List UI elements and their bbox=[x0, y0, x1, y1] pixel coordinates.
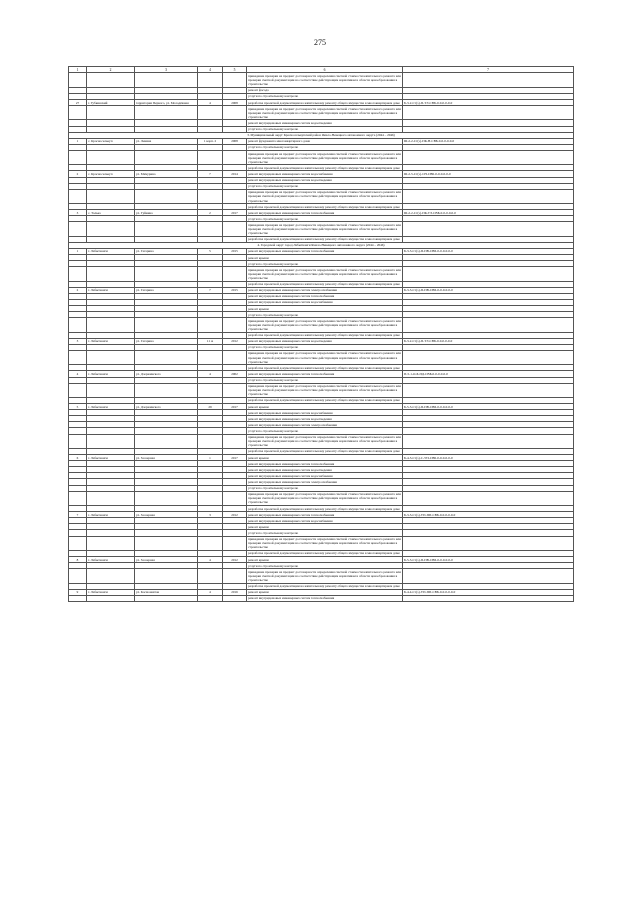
street-cell: ул. Гуйкина bbox=[135, 210, 198, 216]
column-header: 4 bbox=[198, 67, 223, 73]
year-built-cell: 2014 bbox=[223, 171, 247, 177]
house-number-cell bbox=[198, 151, 223, 165]
year-built-cell bbox=[223, 189, 247, 203]
work-type-cell: ремонт внутридомовых инженерных систем водоотведения bbox=[247, 177, 403, 183]
settlement-cell: г. Лабытнанги bbox=[87, 338, 135, 344]
settlement-cell bbox=[87, 106, 135, 120]
work-type-cell: ремонт внутридомовых инженерных систем электроснабжения bbox=[247, 479, 403, 485]
work-type-cell: ремонт крыши bbox=[247, 404, 403, 410]
building-code-cell: Б-3-3-Ст(э)-П-ПВ-СВБ-0-0-0-0-0-0 bbox=[403, 248, 574, 254]
house-number-cell: 4 bbox=[198, 371, 223, 377]
table-row bbox=[69, 267, 574, 281]
building-code-cell bbox=[403, 434, 574, 448]
street-cell bbox=[135, 595, 198, 601]
building-code-cell bbox=[403, 491, 574, 505]
row-number-cell: 2 bbox=[69, 287, 87, 293]
work-type-cell: услуги по строительному контролю bbox=[247, 126, 403, 132]
column-header: 7 bbox=[403, 67, 574, 73]
table-row bbox=[69, 383, 574, 397]
work-type-cell: ремонт внутридомовых инженерных систем водоснабжения bbox=[247, 171, 403, 177]
row-number-cell: 3 bbox=[69, 210, 87, 216]
capital-repair-table bbox=[68, 66, 574, 602]
work-type-cell: разработка проектной документации на капитальному ремонту общего имущества в многоквартирном доме bbox=[247, 448, 403, 454]
year-built-cell: 2016 bbox=[223, 589, 247, 595]
work-type-cell: ремонт крыши bbox=[247, 255, 403, 261]
row-number-cell: 3 bbox=[69, 338, 87, 344]
street-cell bbox=[135, 536, 198, 550]
settlement-cell bbox=[87, 267, 135, 281]
settlement-cell: г. Лабытнанги bbox=[87, 455, 135, 461]
year-built-cell: 2012 bbox=[223, 512, 247, 518]
building-code-cell: Б-5-3-Ст(э)-П-ПВ-СВБ-0-0-0-0-0-0 bbox=[403, 404, 574, 410]
work-type-cell: разработка проектной документации на капитальному ремонту общего имущества в многоквартирном доме bbox=[247, 236, 403, 242]
house-number-cell bbox=[198, 222, 223, 236]
work-type-cell: услуги по строительному контролю bbox=[247, 261, 403, 267]
street-cell: ул. Космонавтов bbox=[135, 589, 198, 595]
street-cell: ул. Заозерная bbox=[135, 512, 198, 518]
table-row bbox=[69, 434, 574, 448]
year-built-cell bbox=[223, 491, 247, 505]
settlement-cell bbox=[87, 383, 135, 397]
house-number-cell: 11 А bbox=[198, 338, 223, 344]
house-number-cell: 4 bbox=[198, 557, 223, 563]
work-type-cell: разработка проектной документации на капитальному ремонту общего имущества в многоквартирном доме bbox=[247, 550, 403, 556]
page-number: 275 bbox=[314, 38, 326, 47]
street-cell bbox=[135, 73, 198, 87]
column-header: 2 bbox=[87, 67, 135, 73]
table-row bbox=[69, 595, 574, 601]
row-number-cell bbox=[69, 491, 87, 505]
street-cell bbox=[135, 569, 198, 583]
work-type-cell: ремонт внутридомовых инженерных систем теплоснабжения bbox=[247, 210, 403, 216]
work-type-cell: разработка проектной документации на капитальному ремонту общего имущества в многоквартирном доме bbox=[247, 281, 403, 287]
row-number-cell: 9 bbox=[69, 589, 87, 595]
house-number-cell: 2 bbox=[198, 210, 223, 216]
table-body bbox=[69, 73, 574, 601]
work-type-cell: приведение проверки на предмет достоверности определения сметной стоимости капитального ремонта или проверки сметной документации на соответствие действующим нормативам в области ценообразования в строительстве bbox=[248, 222, 401, 236]
year-built-cell: 2017 bbox=[223, 455, 247, 461]
house-number-cell bbox=[198, 383, 223, 397]
year-built-cell: 2002 bbox=[223, 371, 247, 377]
building-code-cell bbox=[403, 151, 574, 165]
house-number-cell bbox=[198, 595, 223, 601]
building-code-cell: Б-3-2-Ст(э)-П-ТЭ-СВБ-0-0-0-0-0-0 bbox=[403, 338, 574, 344]
year-built-cell bbox=[223, 595, 247, 601]
settlement-cell: г. Лабытнанги bbox=[87, 248, 135, 254]
house-number-cell: 1 bbox=[198, 455, 223, 461]
street-cell bbox=[135, 189, 198, 203]
row-number-cell bbox=[69, 73, 87, 87]
row-number-cell bbox=[69, 595, 87, 601]
settlement-cell: г. Лабытнанги bbox=[87, 589, 135, 595]
street-cell: ул. Ленина bbox=[135, 138, 198, 144]
building-code-cell: П-5-1-О-Б-ПД-СВБ-0-0-0-0-0-0 bbox=[403, 371, 574, 377]
work-type-cell: услуги по строительному контролю bbox=[247, 563, 403, 569]
work-type-cell: ремонт внутридомовых инженерных систем теплоснабжения bbox=[247, 293, 403, 299]
street-cell: ул. Дзержинского bbox=[135, 371, 198, 377]
street-cell: территория Первого, ул. Молодёжная bbox=[135, 100, 198, 106]
work-type-cell: приведение проверки на предмет достоверности определения сметной стоимости капитального ремонта или проверки сметной документации на соответствие действующим нормативам в области ценообразования в строительстве bbox=[248, 73, 401, 87]
street-cell: ул. Заозерная bbox=[135, 455, 198, 461]
work-type-cell: услуги по строительному контролю bbox=[247, 530, 403, 536]
work-type-cell: разработка проектной документации на капитальному ремонту общего имущества в многоквартирном доме bbox=[247, 165, 403, 171]
work-type-cell: ремонт внутридомовых инженерных систем водоотведения bbox=[247, 120, 403, 126]
year-built-cell: 2012 bbox=[223, 557, 247, 563]
house-number-cell bbox=[198, 106, 223, 120]
work-type-cell: ремонт фасада bbox=[247, 87, 403, 93]
building-code-cell bbox=[403, 106, 574, 120]
building-code-cell: Б-5-3-Ст(э)-П-ПВ-СВБ-0-0-0-0-0-0 bbox=[403, 557, 574, 563]
street-cell: ул. Гагарина bbox=[135, 287, 198, 293]
work-type-cell: ремонт внутридомовых инженерных систем теплоснабжения bbox=[247, 248, 403, 254]
house-number-cell: 3 bbox=[198, 512, 223, 518]
settlement-cell: с. Красноселькуп bbox=[87, 138, 135, 144]
street-cell bbox=[135, 350, 198, 364]
street-cell bbox=[135, 106, 198, 120]
work-type-cell: услуги по строительному контролю bbox=[247, 183, 403, 189]
row-number-cell bbox=[69, 189, 87, 203]
table-row bbox=[69, 569, 574, 583]
section-title: 3. Муниципальный округ Красноселькупский район Ямало-Ненецкого автономного округа (2044 – 2046) bbox=[69, 132, 574, 138]
year-built-cell: 2012 bbox=[223, 338, 247, 344]
house-number-cell bbox=[198, 189, 223, 203]
work-type-cell: ремонт внутридомовых инженерных систем водоотведения bbox=[247, 467, 403, 473]
year-built-cell: 2015 bbox=[223, 287, 247, 293]
year-built-cell bbox=[223, 434, 247, 448]
house-number-cell bbox=[198, 267, 223, 281]
row-number-cell bbox=[69, 383, 87, 397]
year-built-cell bbox=[223, 318, 247, 332]
table-row bbox=[69, 222, 574, 236]
settlement-cell bbox=[87, 569, 135, 583]
work-type-cell: приведение проверки на предмет достоверности определения сметной стоимости капитального ремонта или проверки сметной документации на соответствие действующим нормативам в области ценообразования в строительстве bbox=[248, 569, 401, 582]
work-type-cell: услуги по строительному контролю bbox=[247, 312, 403, 318]
settlement-cell bbox=[87, 491, 135, 505]
table-row bbox=[69, 318, 574, 332]
table-row bbox=[69, 536, 574, 550]
house-number-cell: 7 bbox=[198, 287, 223, 293]
row-number-cell bbox=[69, 434, 87, 448]
house-number-cell bbox=[198, 350, 223, 364]
work-type-cell: ремонт внутридомовых инженерных систем водоснабжения bbox=[247, 473, 403, 479]
work-type-cell: ремонт внутридомовых инженерных систем водоотведения bbox=[247, 416, 403, 422]
settlement-cell bbox=[87, 73, 135, 87]
row-number-cell: 1 bbox=[69, 248, 87, 254]
work-type-cell: ремонт крыши bbox=[247, 524, 403, 530]
work-type-cell: приведение проверки на предмет достоверности определения сметной стоимости капитального ремонта или проверки сметной документации на соответствие действующим нормативам в области ценообразования в строительстве bbox=[248, 435, 401, 448]
row-number-cell bbox=[69, 350, 87, 364]
table-row bbox=[69, 491, 574, 505]
house-number-cell: 4 bbox=[198, 100, 223, 106]
building-code-cell bbox=[403, 383, 574, 397]
house-number-cell bbox=[198, 569, 223, 583]
street-cell: ул. Мичурина bbox=[135, 171, 198, 177]
building-code-cell bbox=[403, 595, 574, 601]
year-built-cell: 2017 bbox=[223, 210, 247, 216]
house-number-cell: 4 bbox=[198, 589, 223, 595]
building-code-cell: Ш-2-5-Ст(э)-СН-СВБ-0-0-0-0-0-0 bbox=[403, 171, 574, 177]
building-code-cell: Б-4-3-Ст(э)-С-УП-СВБ-0-0-0-0-0-0 bbox=[403, 455, 574, 461]
building-code-cell bbox=[403, 536, 574, 550]
work-type-cell: ремонт внутридомовых инженерных систем теплоснабжения bbox=[247, 461, 403, 467]
work-type-cell: приведение проверки на предмет достоверности определения сметной стоимости капитального ремонта или проверки сметной документации на соответствие действующим нормативам в области ценообразования в строительстве bbox=[248, 537, 401, 550]
work-type-cell: услуги по строительному контролю bbox=[247, 216, 403, 222]
house-number-cell bbox=[198, 318, 223, 332]
house-number-cell bbox=[198, 536, 223, 550]
work-type-cell: разработка проектной документации на капитальному ремонту общего имущества в многоквартирном доме bbox=[247, 506, 403, 512]
settlement-cell: г. Лабытнанги bbox=[87, 371, 135, 377]
building-code-cell bbox=[403, 350, 574, 364]
house-number-cell bbox=[198, 73, 223, 87]
year-built-cell bbox=[223, 536, 247, 550]
column-header: 6 bbox=[247, 67, 403, 73]
work-type-cell: ремонт внутридомовых инженерных систем водоснабжения bbox=[247, 299, 403, 305]
work-type-cell: ремонт внутридомовых инженерных систем водоотведения bbox=[247, 338, 403, 344]
work-type-cell: разработка проектной документации на капитальному ремонту общего имущества в многоквартирном доме bbox=[247, 332, 403, 338]
building-code-cell bbox=[403, 267, 574, 281]
settlement-cell bbox=[87, 434, 135, 448]
work-type-cell: приведение проверки на предмет достоверности определения сметной стоимости капитального ремонта или проверки сметной документации на соответствие действующим нормативам в области ценообразования в строительстве bbox=[248, 151, 401, 164]
settlement-cell bbox=[87, 318, 135, 332]
settlement-cell: г. Лабытнанги bbox=[87, 287, 135, 293]
year-built-cell bbox=[223, 222, 247, 236]
settlement-cell bbox=[87, 151, 135, 165]
year-built-cell: 2008 bbox=[223, 138, 247, 144]
house-number-cell: 5 bbox=[198, 248, 223, 254]
work-type-cell: приведение проверки на предмет достоверности определения сметной стоимости капитального ремонта или проверки сметной документации на соответствие действующим нормативам в области ценообразования в строительстве bbox=[248, 267, 401, 281]
house-number-cell bbox=[198, 434, 223, 448]
column-header: 3 bbox=[135, 67, 198, 73]
work-type-cell: ремонт крыши bbox=[247, 455, 403, 461]
table-row bbox=[69, 189, 574, 203]
settlement-cell bbox=[87, 222, 135, 236]
work-type-cell: разработка проектной документации на капитальному ремонту общего имущества в многоквартирном доме bbox=[247, 397, 403, 403]
year-built-cell bbox=[223, 73, 247, 87]
work-type-cell: услуги по строительному контролю bbox=[247, 485, 403, 491]
street-cell bbox=[135, 434, 198, 448]
street-cell bbox=[135, 383, 198, 397]
work-type-cell: ремонт внутридомовых инженерных систем электроснабжения bbox=[247, 422, 403, 428]
building-code-cell: Б-3-3-Ст(э)-УП-ПП-СВБ-0-0-0-0-0-0 bbox=[403, 512, 574, 518]
work-type-cell: ремонт крыши bbox=[247, 306, 403, 312]
house-number-cell bbox=[198, 491, 223, 505]
work-type-cell: ремонт внутридомовых инженерных систем теплоснабжения bbox=[247, 595, 403, 601]
street-cell bbox=[135, 267, 198, 281]
building-code-cell: Б-3-3-Ст(э)-П-ПВ-СВБ-0-0-0-0-0-0 bbox=[403, 287, 574, 293]
work-type-cell: приведение проверки на предмет достоверности определения сметной стоимости капитального ремонта или проверки сметной документации на соответствие действующим нормативам в области ценообразования в строительстве bbox=[248, 384, 401, 397]
row-number-cell: 6 bbox=[69, 455, 87, 461]
row-number-cell: 2 bbox=[69, 171, 87, 177]
work-type-cell: разработка проектной документации на капитальному ремонту общего имущества в многоквартирном доме bbox=[247, 365, 403, 371]
street-cell bbox=[135, 318, 198, 332]
work-type-cell: приведение проверки на предмет достоверности определения сметной стоимости капитального ремонта или проверки сметной документации на соответствие действующим нормативам в области ценообразования в строительстве bbox=[248, 106, 401, 119]
year-built-cell bbox=[223, 106, 247, 120]
work-type-cell: приведение проверки на предмет достоверности определения сметной стоимости капитального ремонта или проверки сметной документации на соответствие действующим нормативам в области ценообразования в строительстве bbox=[248, 492, 401, 505]
row-number-cell bbox=[69, 569, 87, 583]
row-number-cell: 4 bbox=[69, 371, 87, 377]
street-cell: ул. Гагарина bbox=[135, 338, 198, 344]
house-number-cell: 7 bbox=[198, 171, 223, 177]
building-code-cell bbox=[403, 569, 574, 583]
street-cell: ул. Дзержинского bbox=[135, 404, 198, 410]
row-number-cell: 5 bbox=[69, 404, 87, 410]
year-built-cell bbox=[223, 569, 247, 583]
row-number-cell bbox=[69, 536, 87, 550]
row-number-cell: 27 bbox=[69, 100, 87, 106]
section-title: 4. Городской округ город Лабытнанги Ямало-Ненецкого автономного округа (2044 – 2046) bbox=[69, 242, 574, 248]
column-header: 1 bbox=[69, 67, 87, 73]
table-row bbox=[69, 350, 574, 364]
work-type-cell: ремонт внутридомовых инженерных систем водоснабжения bbox=[247, 410, 403, 416]
row-number-cell bbox=[69, 106, 87, 120]
building-code-cell: Ш-2-2-Ст(э)-ПК-ТЭ-СВБ-0-0-0-0-0-0 bbox=[403, 210, 574, 216]
table-row bbox=[69, 151, 574, 165]
street-cell bbox=[135, 222, 198, 236]
row-number-cell: 7 bbox=[69, 512, 87, 518]
building-code-cell: Б-3-2-Ст(э)-П-ТЭ-СВБ-0-0-0-0-0-0 bbox=[403, 100, 574, 106]
year-built-cell bbox=[223, 383, 247, 397]
year-built-cell bbox=[223, 267, 247, 281]
work-type-cell: ремонт внутридомовых инженерных систем теплоснабжения bbox=[247, 512, 403, 518]
work-type-cell: услуги по строительному контролю bbox=[247, 93, 403, 99]
street-cell bbox=[135, 491, 198, 505]
settlement-cell bbox=[87, 595, 135, 601]
year-built-cell: 2008 bbox=[223, 100, 247, 106]
work-type-cell: услуги по строительному контролю bbox=[247, 344, 403, 350]
row-number-cell bbox=[69, 222, 87, 236]
work-type-cell: ремонт крыши bbox=[247, 589, 403, 595]
row-number-cell bbox=[69, 151, 87, 165]
year-built-cell bbox=[223, 350, 247, 364]
building-code-cell bbox=[403, 73, 574, 87]
table-row bbox=[69, 73, 574, 87]
settlement-cell bbox=[87, 350, 135, 364]
work-type-cell: разработка проектной документации на капитальному ремонту общего имущества в многоквартирном доме bbox=[247, 583, 403, 589]
table-row bbox=[69, 106, 574, 120]
settlement-cell: г. Лабытнанги bbox=[87, 557, 135, 563]
settlement-cell: г. Лабытнанги bbox=[87, 404, 135, 410]
work-type-cell: приведение проверки на предмет достоверности определения сметной стоимости капитального ремонта или проверки сметной документации на соответствие действующим нормативам в области ценообразования в строительстве bbox=[248, 318, 401, 332]
building-code-cell: Ш-2-2-Ст(э)-ПК-Н-СВБ-0-0-0-0-0-0 bbox=[403, 138, 574, 144]
building-code-cell bbox=[403, 222, 574, 236]
settlement-cell: г. Губкинский bbox=[87, 100, 135, 106]
settlement-cell: с. Толька bbox=[87, 210, 135, 216]
street-cell: ул. Заозерная bbox=[135, 557, 198, 563]
work-type-cell: ремонт внутридомовых инженерных систем электроснабжения bbox=[247, 287, 403, 293]
year-built-cell bbox=[223, 151, 247, 165]
work-type-cell: приведение проверки на предмет достоверности определения сметной стоимости капитального ремонта или проверки сметной документации на соответствие действующим нормативам в области ценообразования в строительстве bbox=[248, 351, 401, 364]
settlement-cell bbox=[87, 189, 135, 203]
work-type-cell: ремонт фундамента многоквартирного дома bbox=[247, 138, 403, 144]
settlement-cell: г. Лабытнанги bbox=[87, 512, 135, 518]
column-header: 5 bbox=[223, 67, 247, 73]
row-number-cell: 1 bbox=[69, 138, 87, 144]
work-type-cell: услуги по строительному контролю bbox=[247, 428, 403, 434]
work-type-cell: разработка проектной документации на капитальному ремонту общего имущества в многоквартирном доме bbox=[247, 204, 403, 210]
work-type-cell: услуги по строительному контролю bbox=[247, 377, 403, 383]
building-code-cell bbox=[403, 318, 574, 332]
settlement-cell: с. Красноселькуп bbox=[87, 171, 135, 177]
work-type-cell: ремонт внутридомовых инженерных систем водоснабжения bbox=[247, 518, 403, 524]
work-type-cell: ремонт крыши bbox=[247, 557, 403, 563]
house-number-cell: 29 bbox=[198, 404, 223, 410]
building-code-cell: Б-4-4-Ст(э)-УП-ПП-СВБ-0-0-0-0-0-0 bbox=[403, 589, 574, 595]
row-number-cell bbox=[69, 318, 87, 332]
building-code-cell bbox=[403, 189, 574, 203]
house-number-cell: 1 корп. 2 bbox=[198, 138, 223, 144]
street-cell bbox=[135, 151, 198, 165]
work-type-cell: ремонт внутридомовых инженерных систем теплоснабжения bbox=[247, 371, 403, 377]
row-number-cell bbox=[69, 267, 87, 281]
work-type-cell: услуги по строительному контролю bbox=[247, 144, 403, 150]
work-type-cell: разработка проектной документации на капитальному ремонту общего имущества в многоквартирном доме bbox=[247, 100, 403, 106]
row-number-cell: 8 bbox=[69, 557, 87, 563]
settlement-cell bbox=[87, 536, 135, 550]
street-cell: ул. Гагарина bbox=[135, 248, 198, 254]
year-built-cell: 2017 bbox=[223, 404, 247, 410]
year-built-cell: 2015 bbox=[223, 248, 247, 254]
work-type-cell: приведение проверки на предмет достоверности определения сметной стоимости капитального ремонта или проверки сметной документации на соответствие действующим нормативам в области ценообразования в строительстве bbox=[248, 190, 401, 203]
